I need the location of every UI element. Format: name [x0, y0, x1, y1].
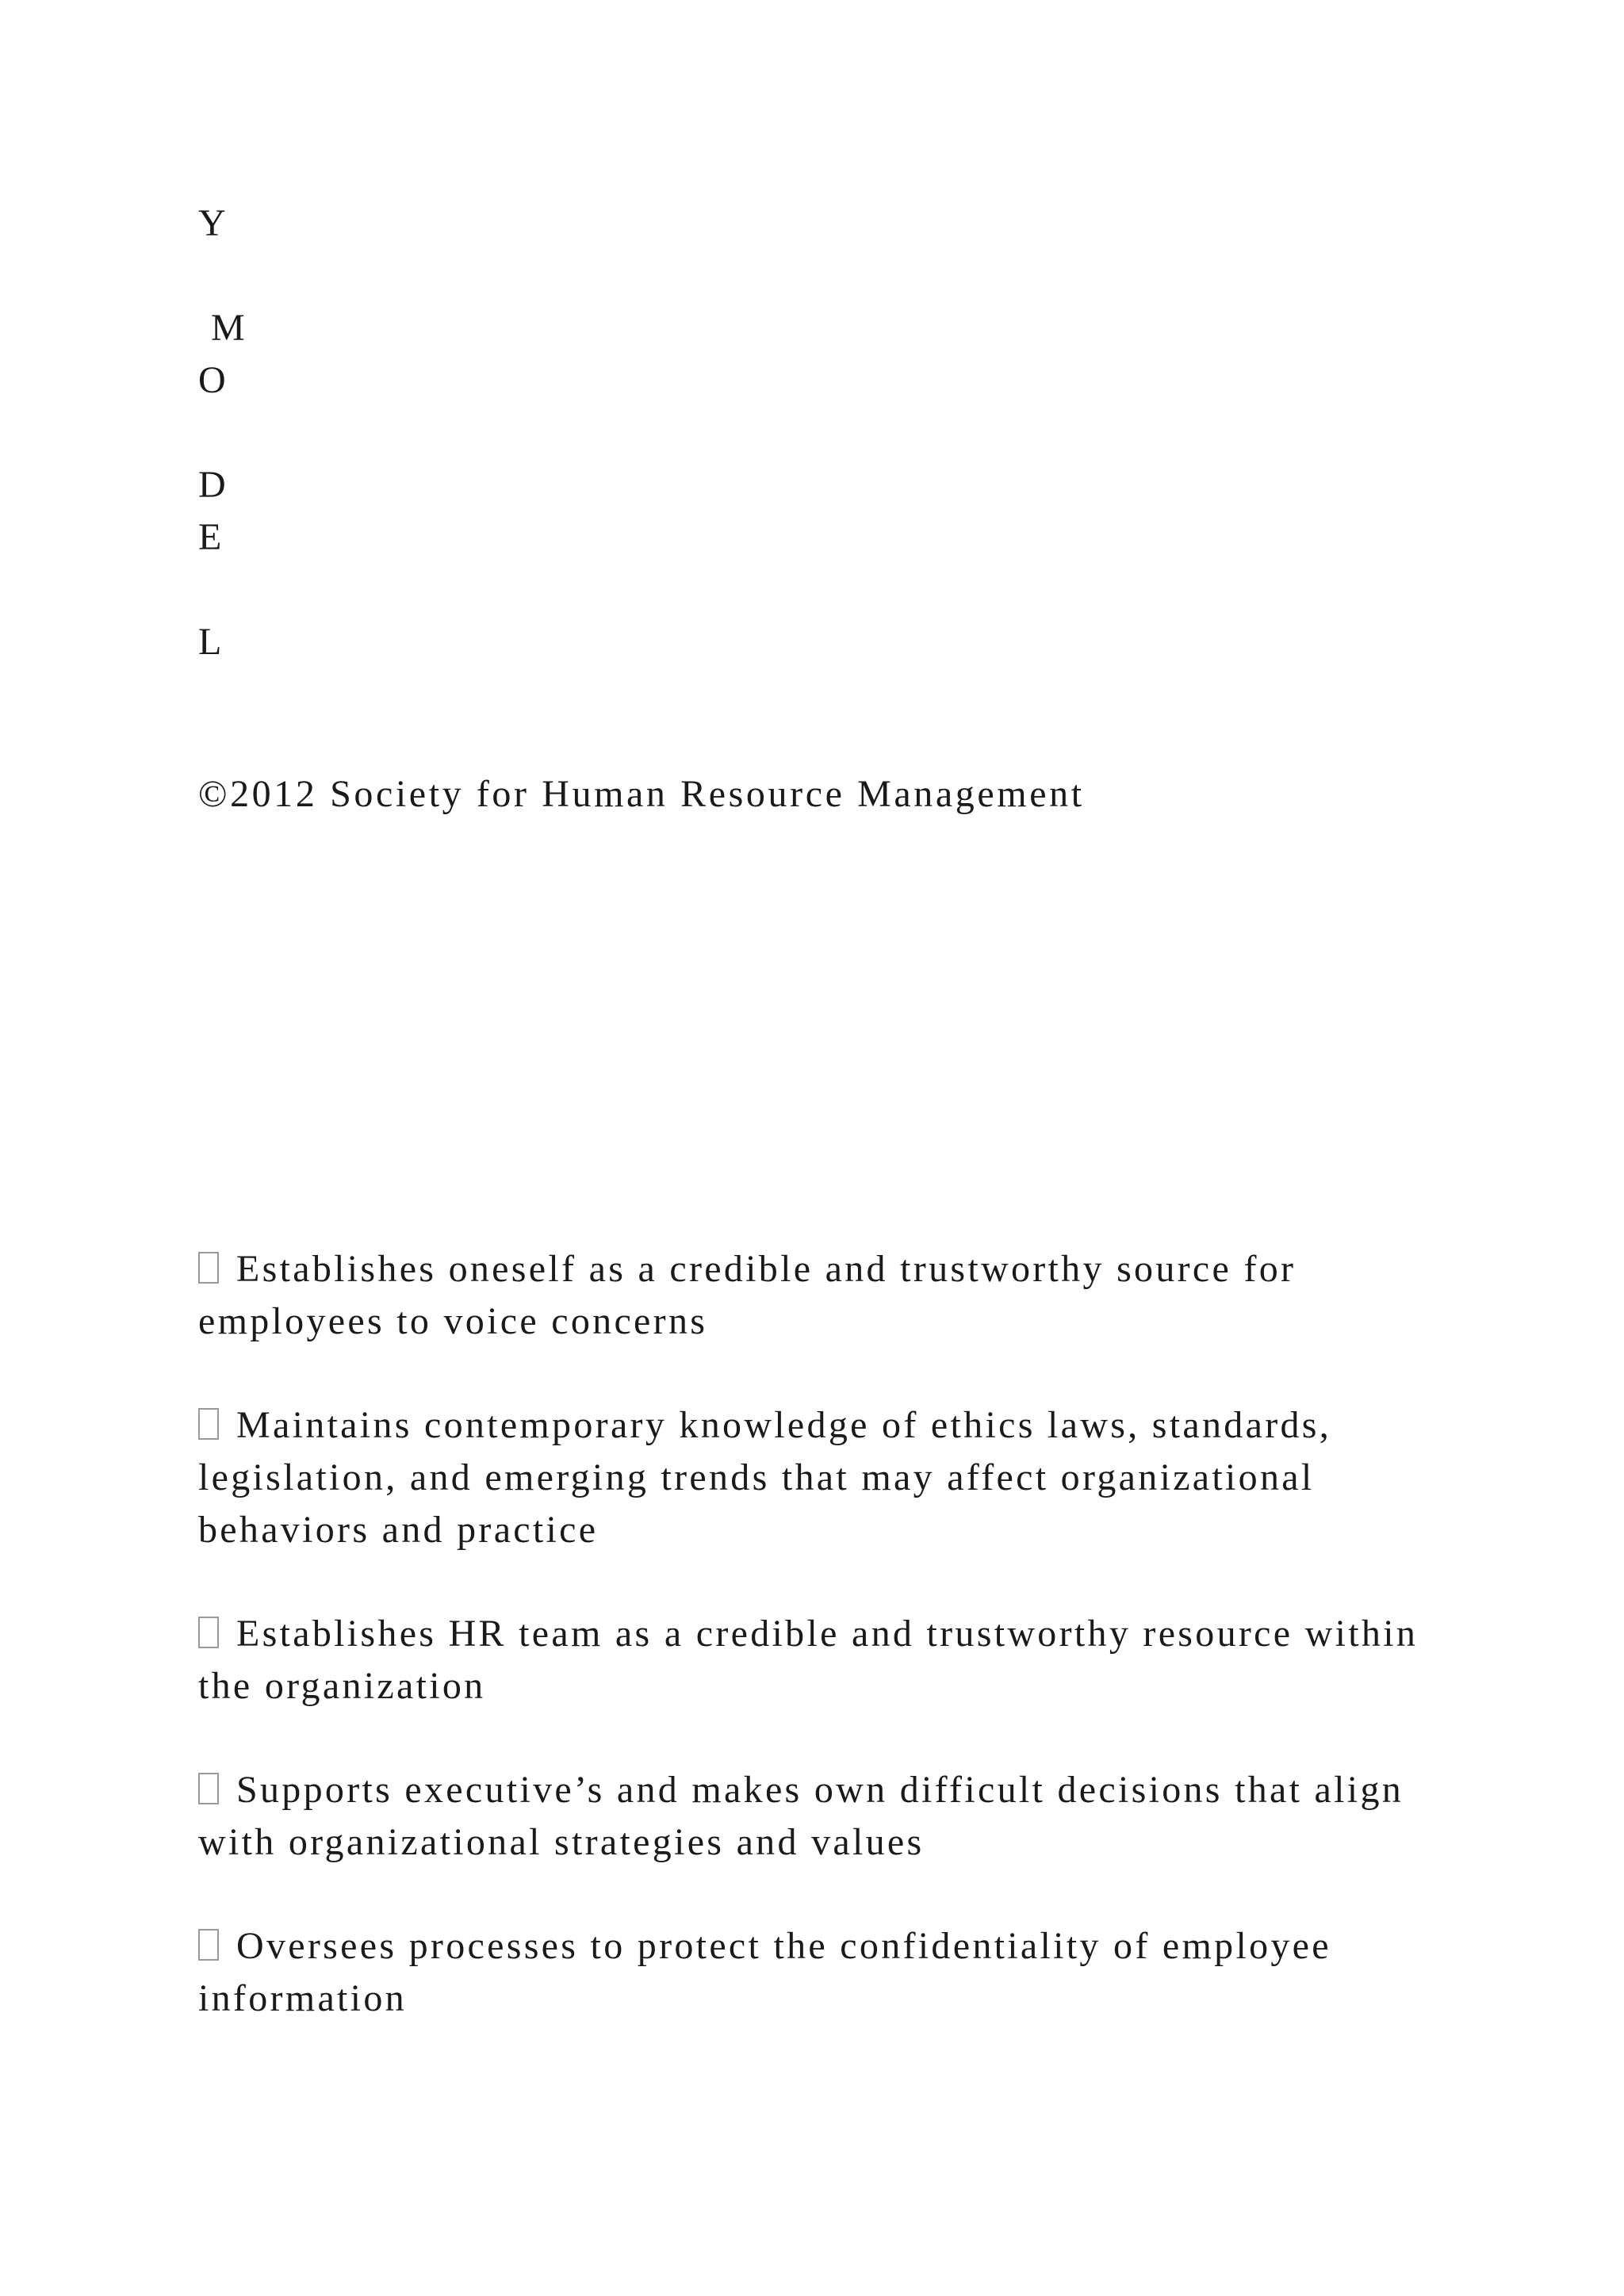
missing-glyph-box-icon: [198, 1773, 219, 1804]
bullet-text: Establishes oneself as a credible and trustworthy source for employees to voice concerns: [198, 1248, 1297, 1342]
list-item: [198, 1920, 1435, 2025]
bullet-text: Maintains contemporary knowledge of ethics laws, standards, legislation, and emerging trends that may affect organizational behaviors and practice: [198, 1404, 1332, 1551]
list-item: [198, 1608, 1435, 1712]
vertical-title-letter: M: [211, 307, 246, 349]
vertical-title-letter: E: [198, 516, 223, 558]
vertical-title-letter: D: [198, 464, 227, 506]
bullet-text: Oversees processes to protect the confidentiality of employee information: [198, 1925, 1331, 2019]
missing-glyph-box-icon: [198, 1408, 219, 1440]
bullet-text: Establishes HR team as a credible and trustworthy resource within the organization: [198, 1613, 1419, 1707]
competency-bullet-list: [198, 1243, 1435, 2076]
missing-glyph-box-icon: [198, 1252, 219, 1284]
bullet-text: Supports executive’s and makes own difficult decisions that align with organizational strategies and values: [198, 1769, 1404, 1863]
missing-glyph-box-icon: [198, 1929, 219, 1961]
copyright-notice: ©2012 Society for Human Resource Management: [198, 773, 1085, 815]
missing-glyph-box-icon: [198, 1617, 219, 1648]
vertical-title-letter: O: [198, 359, 227, 401]
list-item: [198, 1764, 1435, 1869]
vertical-title-letter: Y: [198, 202, 227, 244]
list-item: [198, 1399, 1435, 1556]
list-item: [198, 1243, 1435, 1348]
vertical-title-letter: L: [198, 621, 223, 663]
